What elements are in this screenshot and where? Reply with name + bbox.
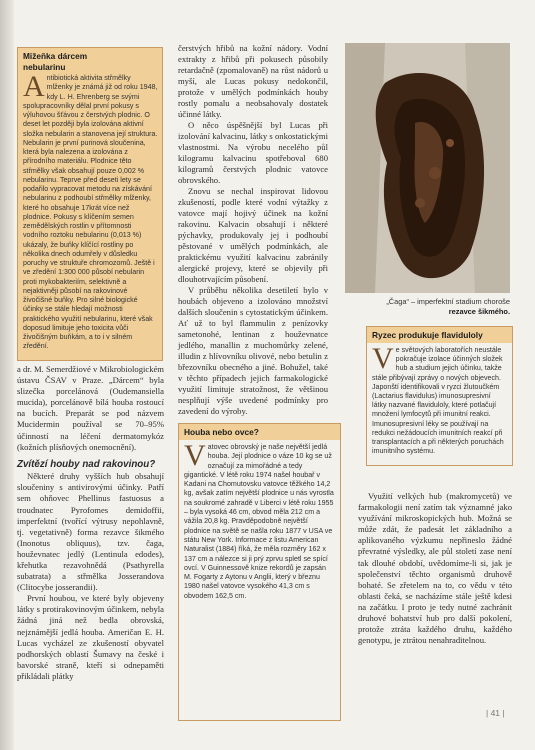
sidebar-box-ryzec <box>366 326 513 466</box>
left-col-paragraph-1: a dr. M. Semerdžiové v Mikrobiologickém ústavu ČSAV v Praze. „Dárcem“ byla slizečka porcelánová (Oudemansiella mucida), porcelánově bílá houba rostoucí na bucích. Preparát se pod názvem Mucidermin používal se 70–95% účinností na léčení dermatomykóz (kožních plísňových onemocnění). <box>17 364 164 452</box>
mid-col-paragraph-2: O něco úspěšnější byl Lucas při izolování kalvacinu, látky s onkostatickými vlastnostmi. Na výrobu necelého půl kilogramu kalvacinu spotřeboval 680 kilogramů čerstvých plodnic vatovce obrovského. <box>178 120 328 185</box>
dropcap-v-2: V <box>372 342 394 375</box>
box-body-ryzec <box>367 343 512 459</box>
left-col-paragraph-2: Některé druhy vyšších hub obsahují sloučeniny s antivirovými účinky. Patří sem ohňovec Phellinus fastuosus a troudnatec Pyrofomes demidoffii, imperfektní (tvořící výtrusy nepohlavně, tj. vegetativně) forma rezavce šikmého (Inonotus obliquus), tzv. čaga, houževnatec jedlý (Lentinula edodes), křehutka rezavohnědá (Psathyrella subatrata) a střmělka Josserandova (Clitocybe josserandii). <box>17 471 164 593</box>
right-col-paragraph-1: Využití velkých hub (makromycetů) ve farmakologii není zatím tak významné jako využívání mikroskopických hub. Možná se může zdát, že padesát let základního a aplikovaného výzkumu nepřineslo žádné převratné výsledky, ale půl století zase není tak dlouhé období, uvědomíme-li si, jak je společenství těchto organismů druhově bohaté. Se zřetelem na to, co vědu v této oblasti čeká, se nacházíme stále ještě kdesi na začátku. I proto je tedy nutné zachránit druhové bohatství hub pro další pokolení, protože ztráta každého druhu, každého genotypu, je ztrátou nenahraditelnou. <box>358 491 512 646</box>
box-title-houba: Houba nebo ovce? <box>184 427 259 437</box>
mid-col-paragraph-3: Znovu se nechal inspirovat lidovou zkušeností, podle které vodní výtažky z vatovce mají hojivý účinek na kožní rakovinu. Kalvacin obsahují i některé pýchavky, produkovaly jej i podhoubí pěstované v umělých podmínkách, ale praktickému využití kalvacinu zabránily alergické projevy, které se objevily při dlouhotrvajícím působení. <box>178 186 328 284</box>
sidebar-box-houba <box>178 423 341 721</box>
dropcap-v: V <box>184 439 206 472</box>
chaga-fungus-photo <box>345 43 510 293</box>
box-title-bar-ryzec <box>367 327 512 343</box>
box-text-houba: atovec obrovský je naše největší jedlá houba. Její plodnice o váze 10 kg se už označují za mimořádné a tedy gigantické. V létě roku 1974 našel houbař v Kadani na Chomutovsku vatovce těžkého 14,2 kg, avšak zatím největší plodnice u nás vyrostla na soukromé zahradě v Liberci v létě roku 1955 – byla vysoká 46 cm, obvod měla 212 cm a vážila 20,8 kg. Pravděpodobně největší plodnice na světě se našla roku 1877 v USA ve státu New York. Informace z listu American Naturalist (1884) říká, že měla rozměry 162 x 137 cm a nálezce si ji prý zprvu spletl se spící ovcí. V Guinnessově knize rekordů je zapsán M. Fogarty z Aytonu v Anglii, který v březnu 1980 našel vatovce vysokého 41,3 cm s obvodem 162,5 cm. <box>184 443 334 600</box>
section-heading: Zvítězí houby nad rakovinou? <box>17 458 156 470</box>
middle-column <box>178 43 328 417</box>
box-title-mizenka: Mižeňka dárcem nebularinu <box>23 51 88 72</box>
caption-bold-text: rezavce šikmého. <box>448 306 510 316</box>
box-text-mizenka: ntibiotická aktivita střmělky mlženky je známá již od roku 1948, kdy L. H. Ehrenberg se svými spolupracovníky dělal první pokusy s výluhovou šťávou z čerstvých plodnic. O deset let později byla izolována aktivní složka nebularin a stanovena její struktura. Nebularin je první purinová sloučenina, která byla nalezena a izolována z přírodního materiálu. Plodnice těto střmělky však obsahují pouze 0,002 % nebularinu. Teprve před deseti lety se podařilo vypracovat metodu na získávání nebularinu z podhoubí střmělky mlženky, které ho obsahuje 17krát více než plodnice. Pokusy s klíčením semen zemědělských rostlin v přítomnosti vodního roztoku nebularinu (0,013 %) ukázaly, že buňky klíčící rostliny po několika dnech odumřely v důsledku poruchy ve struktuře chromozomů. Ještě i ve zředění 1:300 000 působí nebularin proti mykobakteriím, selektivně a nejaktivněji působí na rakovinové živočišné buňky. Pro silné biologické účinky se stále hledají možnosti praktického využití nebularinu, které však doposud limituje jeho toxicita vůči živočišným buňkám, a to i v silném zředění. <box>23 74 158 351</box>
left-column <box>17 364 164 682</box>
book-spine-shadow <box>0 0 14 750</box>
caption-text: „Čaga“ – imperfektní stadium choroše <box>386 297 510 306</box>
mid-col-paragraph-1: čerstvých hřibů na kožní nádory. Vodní extrakty z hřibů při pokusech působily retardačně (zpomalovaně) na růst nádorů u myší, ale Lucas pokusy nedokončil, protože v umělých podmínkách houby rostly pomalu a neobsahovaly dostatek účinné látky. <box>178 43 328 119</box>
mid-col-paragraph-4: V průběhu několika desetiletí bylo v houbách objeveno a izolováno množství dalších sloučenin s cytostatickým účinkem. Ať už to byl flammulin z penízovky sametonohé, lentinan z houževnatce jedlého, manallin z muchomůrky zelené, illudin z hlívovníku olivové, nebo betulin z březovníku obecného a jiné. Bohužel, také v těchto případech jejich farmakologické využití limituje stratožnost, že většinou nesplňují výše uvedené podmínky pro zavedení do výroby. <box>178 285 328 416</box>
dropcap-a: A <box>23 70 45 103</box>
right-column <box>358 491 512 646</box>
box-body-houba <box>179 440 340 604</box>
sidebar-box-mizenka <box>17 47 163 361</box>
box-body-mizenka <box>23 70 158 352</box>
chaga-fungus-illustration <box>345 43 510 293</box>
box-title-bar-houba <box>179 424 340 440</box>
page-number: | 41 | <box>486 708 505 718</box>
photo-caption <box>345 297 510 316</box>
left-col-paragraph-3: První houbou, ve které byly objeveny látky s protirakovinovým účinkem, nebyla žádná jiná než bedla obrovská, nejznámější jedlá houba. Američan E. H. Lucas vycházel ze zkušeností obyvatel podhorských oblastí Šumavy na české i bavorské straně, kteří si odnepaměti přikládali plátky <box>17 593 164 681</box>
box-title-ryzec: Ryzec produkuje flaviduloly <box>372 330 483 340</box>
box-text-ryzec: e světových laboratořích neustále pokračuje izolace účinných složek hub a studium jejich účinku, takže stále přibývají zprávy o nových objevech. Japonští identifikovali v ryzci žlutoučkém (Lactarius flavidulus) imunosupresivní látky nazvané flaviduloly, které potlačují množení lymfocytů při imunitní reakci. Imunosupresivní léky se používají na redukci nežádoucích imunitních reakcí při transplantacích a při některých poruchách imunitního systému. <box>372 346 504 456</box>
